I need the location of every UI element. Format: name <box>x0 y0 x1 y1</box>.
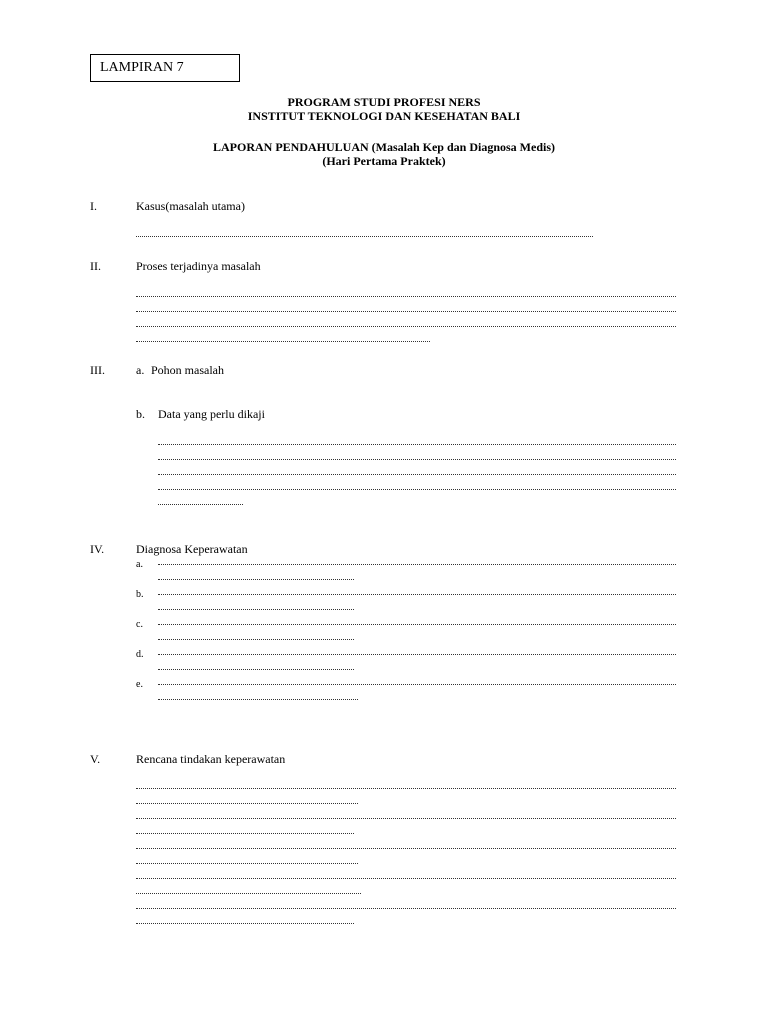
section-1-title: Kasus(masalah utama) <box>136 199 245 213</box>
diagnosis-label-b: b. <box>136 589 144 600</box>
answer-line[interactable] <box>136 863 358 864</box>
answer-line[interactable] <box>158 579 354 580</box>
answer-line[interactable] <box>158 624 676 625</box>
answer-line[interactable] <box>136 848 676 849</box>
answer-line[interactable] <box>136 923 354 924</box>
answer-line[interactable] <box>136 833 354 834</box>
diagnosis-label-a: a. <box>136 559 143 570</box>
section-4-title: Diagnosa Keperawatan <box>136 542 248 556</box>
answer-line[interactable] <box>158 699 358 700</box>
section-3a-label: a. <box>136 363 145 377</box>
answer-line[interactable] <box>136 908 676 909</box>
answer-line[interactable] <box>158 669 354 670</box>
answer-line[interactable] <box>136 818 676 819</box>
answer-line[interactable] <box>158 504 243 505</box>
diagnosis-label-e: e. <box>136 679 143 690</box>
section-5-title: Rencana tindakan keperawatan <box>136 752 286 766</box>
program-title: PROGRAM STUDI PROFESI NERS <box>287 95 481 109</box>
answer-line[interactable] <box>136 341 430 342</box>
answer-line[interactable] <box>158 639 354 640</box>
answer-line[interactable] <box>136 878 676 879</box>
section-3a-title: Pohon masalah <box>151 363 224 377</box>
section-4-number: IV. <box>90 542 105 556</box>
answer-line[interactable] <box>136 893 361 894</box>
answer-line[interactable] <box>136 236 593 237</box>
answer-line[interactable] <box>158 609 354 610</box>
lampiran-box: LAMPIRAN 7 <box>90 54 240 82</box>
answer-line[interactable] <box>136 311 676 312</box>
answer-line[interactable] <box>158 684 676 685</box>
section-2-number: II. <box>90 259 101 273</box>
answer-line[interactable] <box>136 788 676 789</box>
report-subtitle: (Hari Pertama Praktek) <box>322 154 446 168</box>
report-title: LAPORAN PENDAHULUAN (Masalah Kep dan Diagnosa Medis) <box>212 140 556 154</box>
section-3-number: III. <box>90 363 105 377</box>
answer-line[interactable] <box>136 326 676 327</box>
answer-line[interactable] <box>158 654 676 655</box>
answer-line[interactable] <box>136 296 676 297</box>
section-5-number: V. <box>90 752 101 766</box>
section-1-number: I. <box>90 199 97 213</box>
answer-line[interactable] <box>158 594 676 595</box>
diagnosis-label-d: d. <box>136 649 144 660</box>
diagnosis-label-c: c. <box>136 619 143 630</box>
section-2-title: Proses terjadinya masalah <box>136 259 261 273</box>
answer-line[interactable] <box>158 459 676 460</box>
answer-line[interactable] <box>158 489 676 490</box>
answer-line[interactable] <box>136 803 358 804</box>
answer-line[interactable] <box>158 444 676 445</box>
answer-line[interactable] <box>158 564 676 565</box>
answer-line[interactable] <box>158 474 676 475</box>
section-3b-label: b. <box>136 407 145 421</box>
institution-title: INSTITUT TEKNOLOGI DAN KESEHATAN BALI <box>247 109 521 123</box>
section-3b-title: Data yang perlu dikaji <box>158 407 265 421</box>
